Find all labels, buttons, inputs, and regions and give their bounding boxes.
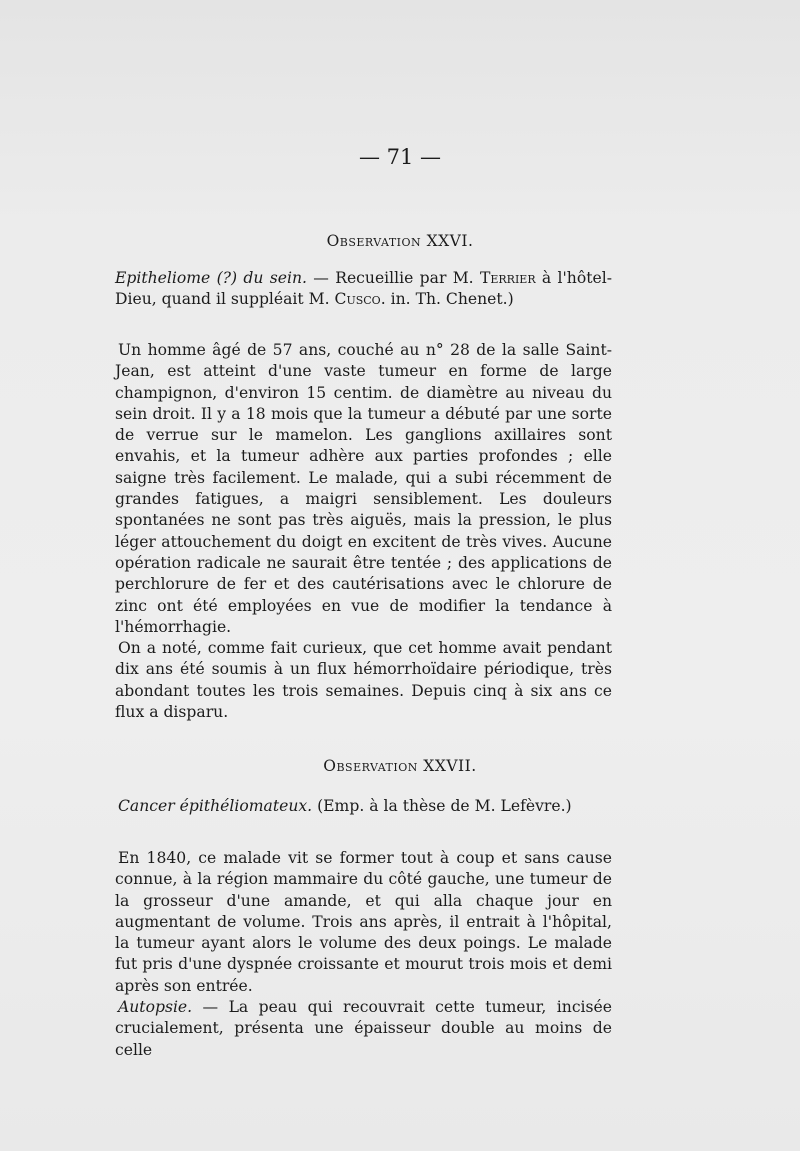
observation-26-header [115,268,612,311]
observation-26-paragraph-1: Un homme âgé de 57 ans, couché au n° 28 de la salle Saint-Jean, est atteint d'une vaste tumeur en forme de large champignon, d'environ 15 centim. de diamètre au niveau du sein droit. Il y a 18 mois que la tumeur a débuté par une sorte de verrue sur le mamelon. Les ganglions axillaires sont envahis, et la tumeur adhère aux parties profondes ; elle saigne très facilement. Le malade, qui a subi récemment de grandes fatigues, a maigri sensiblement. Les douleurs spontanées ne sont pas très aiguës, mais la pression, le plus léger attouchement du doigt en excitent de très vives. Aucune opération radicale ne saurait être tentée ; des applications de perchlorure de fer et des cautérisations avec le chlorure de zinc ont été employées en vue de modifier la tendance à l'hémorrhagie. [115,341,612,636]
observation-27-paragraph-2 [115,997,612,1061]
observation-27-title-text: Observation XXVII. [323,757,477,775]
observation-27-header [115,796,612,817]
observation-26-source-part1: — Recueillie par M. [306,269,480,287]
observation-27-title [0,757,800,775]
observation-26-diagnosis: Epitheliome (?) du sein. [115,269,307,287]
observation-27-paragraph-2-text: — La peau qui recouvrait cette tumeur, incisée crucialement, présenta une épaisseur double au moins de celle [115,998,612,1059]
observation-26-body [115,340,612,723]
observation-26-source-part2: à l'hôtel-Dieu, quand il suppléait M. [115,269,612,309]
author-cusco: Cusco [334,290,381,309]
observation-26-title-text: Observation XXVI. [326,232,474,250]
page-number: — 71 — [358,145,442,169]
observation-26-source-part3: . in. Th. Chenet.) [380,290,514,309]
author-terrier: Terrier [479,269,536,287]
observation-27-source: (Emp. à la thèse de M. Lefèvre.) [312,797,572,815]
observation-27-body [115,848,612,1061]
observation-26-paragraph-2: On a noté, comme fait curieux, que cet homme avait pendant dix ans été soumis à un flux hémorrhoïdaire périodique, très abondant toutes les trois semaines. Depuis cinq à six ans ce flux a disparu. [115,639,612,722]
observation-27-diagnosis: Cancer épithéliomateux. [118,797,313,815]
autopsie-label: Autopsie. [118,998,193,1017]
observation-26-title [0,232,800,250]
observation-27-paragraph-1: En 1840, ce malade vit se former tout à coup et sans cause connue, à la région mammaire du côté gauche, une tumeur de la grosseur d'une amande, et qui alla chaque jour en augmentant de volume. Trois ans après, il entrait à l'hôpital, la tumeur ayant alors le volume des deux poings. Le malade fut pris d'une dyspnée croissante et mourut trois mois et demi après son entrée. [115,849,612,995]
